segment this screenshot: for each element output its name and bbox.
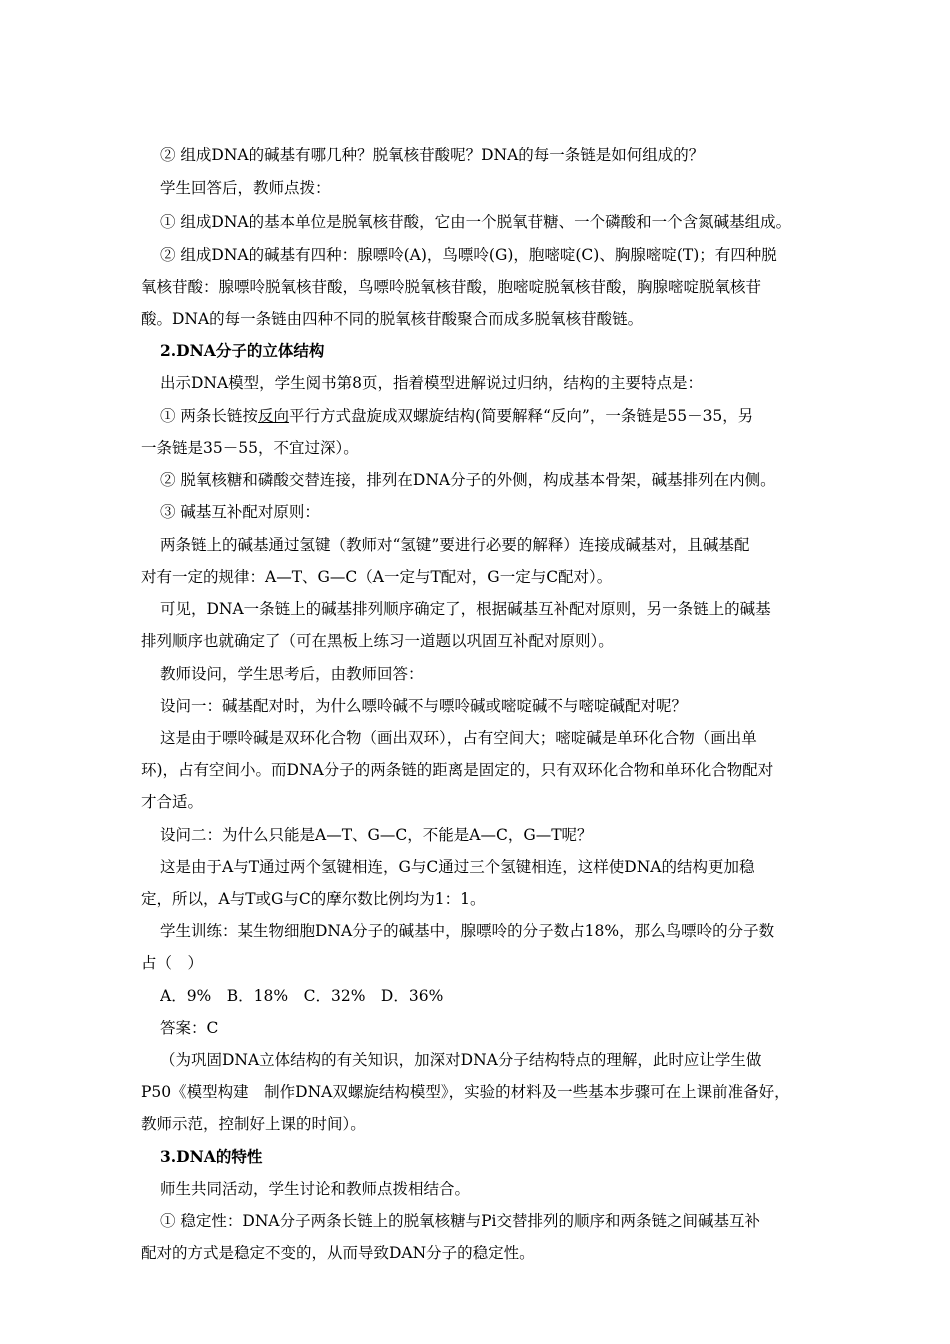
paragraph-line: ② 组成DNA的碱基有哪几种？脱氧核苷酸呢？DNA的每一条链是如何组成的？ [160, 146, 705, 164]
paragraph-line: 这是由于A与T通过两个氢键相连，G与C通过三个氢键相连，这样使DNA的结构更加稳 [160, 858, 755, 876]
paragraph-line: P50《模型构建 制作DNA双螺旋结构模型》，实验的材料及一些基本步骤可在上课前准备好， [141, 1083, 790, 1101]
section-heading: 3.DNA的特性 [160, 1147, 263, 1166]
paragraph-line: 排列顺序也就确定了（可在黑板上练习一道题以巩固互补配对原则）。 [141, 632, 614, 650]
paragraph-line: 这是由于嘌呤碱是双环化合物（画出双环），占有空间大；嘧啶碱是单环化合物（画出单 [160, 729, 757, 747]
paragraph-line: 设问一：碱基配对时，为什么嘌呤碱不与嘌呤碱或嘧啶碱不与嘧啶碱配对呢？ [160, 697, 688, 715]
paragraph-line: 定，所以，A与T或G与C的摩尔数比例均为1：1。 [141, 890, 486, 908]
section-heading: 2.DNA分子的立体结构 [160, 341, 325, 360]
answer-options: A．9% B．18% C．32% D．36% [160, 987, 444, 1005]
paragraph-line: ① 稳定性：DNA分子两条长链上的脱氧核糖与Pi交替排列的顺序和两条链之间碱基互补 [160, 1212, 760, 1230]
paragraph-line: 设问二：为什么只能是A—T、G—C，不能是A—C，G—T呢？ [160, 826, 593, 844]
paragraph-line: 师生共同活动，学生讨论和教师点拨相结合。 [160, 1180, 471, 1198]
paragraph-line: 配对的方式是稳定不变的，从而导致DAN分子的稳定性。 [141, 1244, 535, 1262]
paragraph-line: 教师设问，学生思考后，由教师回答： [160, 665, 424, 683]
paragraph-line [160, 406, 840, 426]
paragraph-line: （为巩固DNA立体结构的有关知识，加深对DNA分子结构特点的理解，此时应让学生做 [160, 1051, 762, 1069]
paragraph-line: 一条链是35－55，不宜过深）。 [141, 439, 359, 457]
paragraph-line: 环)，占有空间小。而DNA分子的两条链的距离是固定的，只有双环化合物和单环化合物配对 [141, 761, 774, 779]
text-segment: ① 两条长链按 [160, 407, 258, 425]
paragraph-line: 酸。DNA的每一条链由四种不同的脱氧核苷酸聚合而成多脱氧核苷酸链。 [141, 310, 644, 328]
paragraph-line: 教师示范，控制好上课的时间）。 [141, 1115, 366, 1133]
paragraph-line: 氧核苷酸：腺嘌呤脱氧核苷酸，鸟嘌呤脱氧核苷酸，胞嘧啶脱氧核苷酸，胸腺嘧啶脱氧核苷 [141, 278, 762, 296]
paragraph-line: 学生回答后，教师点拨： [160, 179, 331, 197]
paragraph-line: 对有一定的规律：A—T、G—C（A一定与T配对，G一定与C配对）。 [141, 568, 613, 586]
text-segment: 平行方式盘旋成双螺旋结构(简要解释“反向”，一条链是55－35，另 [288, 407, 754, 425]
paragraph-line: 学生训练：某生物细胞DNA分子的碱基中，腺嘌呤的分子数占18%，那么鸟嘌呤的分子数 [160, 922, 775, 940]
paragraph-line: ③ 碱基互补配对原则： [160, 503, 320, 521]
paragraph-line: 可见，DNA一条链上的碱基排列顺序确定了，根据碱基互补配对原则，另一条链上的碱基 [160, 600, 771, 618]
paragraph-line: 出示DNA模型，学生阅书第8页，指着模型进解说过归纳，结构的主要特点是： [160, 374, 704, 392]
paragraph-line: ② 脱氧核糖和磷酸交替连接，排列在DNA分子的外侧，构成基本骨架，碱基排列在内侧。 [160, 471, 776, 489]
answer-line: 答案：C [160, 1019, 219, 1037]
paragraph-line: ① 组成DNA的基本单位是脱氧核苷酸，它由一个脱氧苷糖、一个磷酸和一个含氮碱基组成。 [160, 213, 792, 231]
paragraph-line: ② 组成DNA的碱基有四种：腺嘌呤(A)，鸟嘌呤(G)，胞嘧啶(C)、胸腺嘧啶(T)；有四种脱 [160, 246, 777, 264]
paragraph-line: 才合适。 [141, 793, 204, 811]
underlined-text: 反向 [257, 407, 289, 425]
paragraph-line: 两条链上的碱基通过氢键（教师对“氢键”要进行必要的解释）连接成碱基对，且碱基配 [160, 536, 750, 554]
paragraph-line: 占（ ） [141, 954, 204, 972]
